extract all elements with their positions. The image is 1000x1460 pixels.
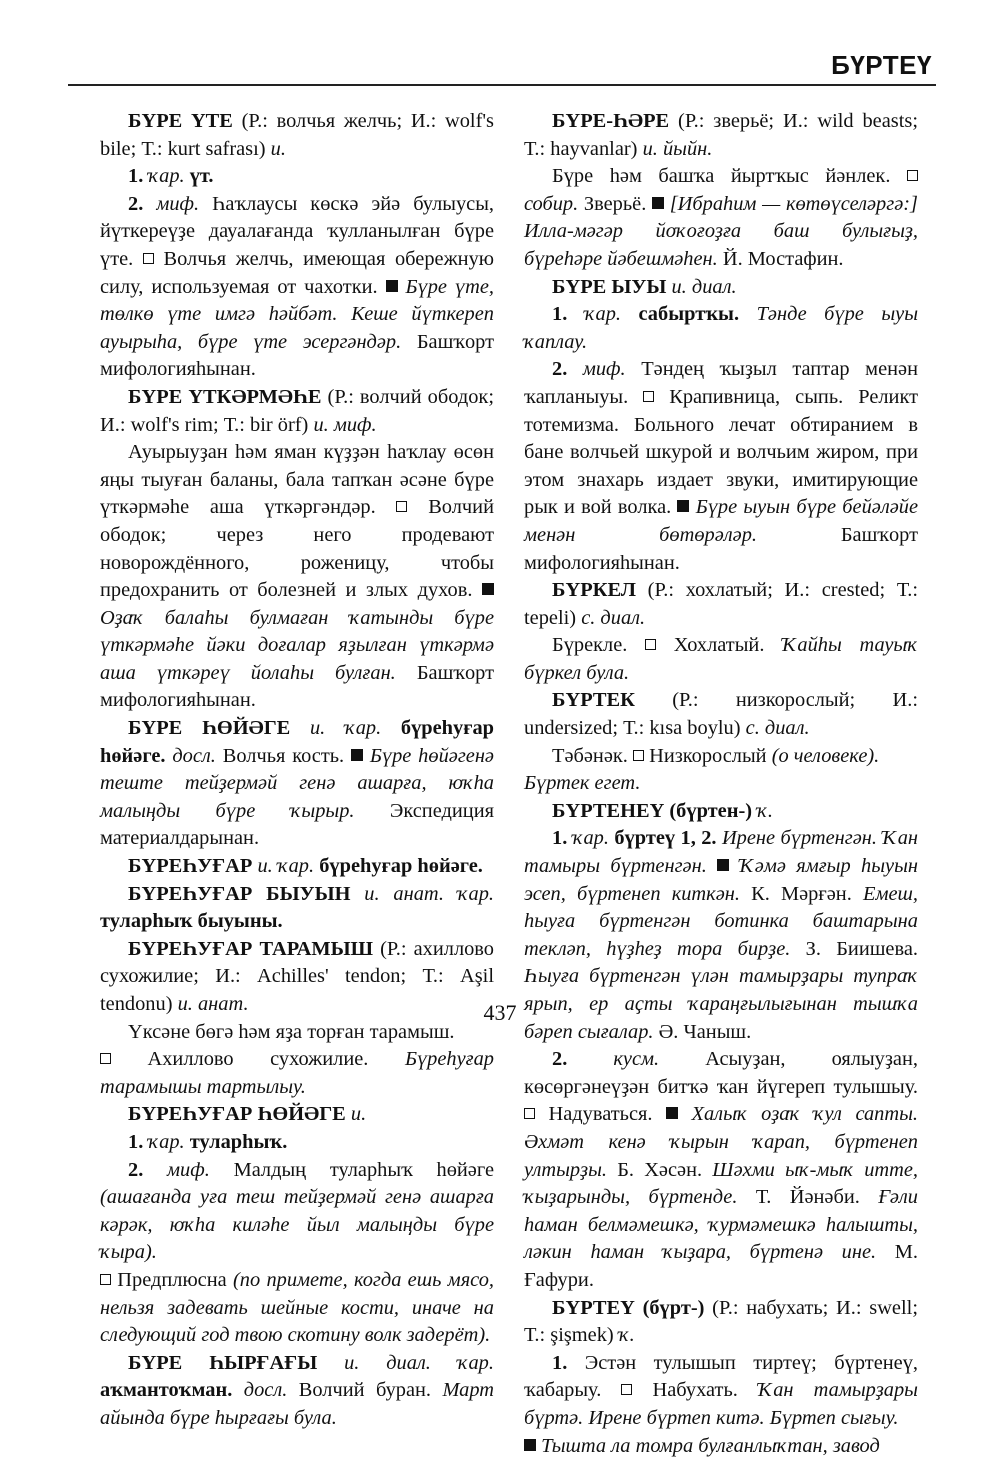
dictionary-entry: [100, 881, 494, 936]
square-outline-icon: [621, 1384, 632, 1395]
definition: Эстән тулышып тиртеү; бүртенеү, ҡабарыу.: [524, 1352, 918, 1402]
square-filled-icon: [677, 500, 689, 512]
translation-note: (по примете, когда ешь мясо, нельзя задевать шейные кости, иначе на следующий год твою скотину волк задерёт).: [100, 1269, 494, 1346]
example: Шәхми ыҡ-мыҡ итте, ҡыҙарынды, бүртенде.: [524, 1159, 918, 1209]
translation: Ахиллово сухожилие.: [111, 1048, 405, 1070]
sense: [524, 632, 918, 687]
example: Ҡайһы тауыҡ бүркел була.: [524, 634, 918, 684]
usage-label: ҡар.: [585, 303, 621, 325]
square-outline-icon: [633, 750, 644, 761]
dictionary-entry: [524, 577, 918, 632]
grammar-label: и. ҡар.: [257, 855, 314, 877]
source: Т. Йәнәби.: [737, 1186, 878, 1208]
sense: [100, 163, 494, 191]
etymology: (Р.: набухать; И.: swell; Т.: şişmek): [524, 1297, 918, 1347]
definition: Һаҡлаусы көскә эйә булыусы, йүткереүҙе дауалағанда ҡулланылған бүре үте.: [100, 193, 494, 270]
headword: БҮРЕ ҮТЕ: [128, 110, 233, 132]
sense: [524, 1350, 918, 1433]
right-column: [524, 108, 918, 1460]
example: Халыҡ оҙаҡ ҡул сапты. Әхмәт кенә ҡырын ҡарап, бүртенеп ултырҙы.: [524, 1103, 918, 1180]
square-filled-icon: [524, 1439, 536, 1451]
definition: Малдың туларһыҡ һөйәге: [210, 1159, 494, 1181]
example: Бүртек егет.: [524, 772, 640, 794]
sense: [100, 1046, 494, 1101]
grammar-label: и. диал. ҡар.: [344, 1352, 494, 1374]
example: Һыуға бүртенгән үлән тамырҙары тупраҡ ярып, ер аҫты ҡараңғылығынан тышҡа бәреп сығалар.: [524, 965, 918, 1042]
translation: Хохлатый.: [656, 634, 782, 656]
example: Тышта ла томра булғанлыҡтан, завод: [536, 1435, 880, 1457]
sense-number: 1.: [552, 827, 573, 849]
sense-number: 1.: [128, 1131, 148, 1153]
usage-label: ҡар.: [148, 165, 184, 187]
sense: [524, 1433, 918, 1460]
headword: БҮРЕҺУҒАР БЫУЫН: [128, 883, 351, 905]
sense: [524, 743, 918, 771]
sense: [524, 770, 918, 798]
definition: Тәндең ҡыҙыл таптар менән ҡапланыуы.: [524, 358, 918, 408]
sense: [100, 439, 494, 715]
sense: [100, 1157, 494, 1267]
source: М. Ғафури.: [524, 1241, 918, 1291]
source: Башҡорт мифологияһынан.: [524, 524, 918, 574]
grammar-label: и.: [271, 138, 286, 160]
cross-reference: бүртеү 1, 2.: [609, 827, 722, 849]
square-outline-icon: [100, 1053, 111, 1064]
square-filled-icon: [717, 859, 729, 871]
sense: [100, 1267, 494, 1350]
usage-label: собир.: [524, 193, 578, 215]
headword: БҮРЕ ҮТКӘРМӘҺЕ: [128, 386, 321, 408]
square-outline-icon: [645, 639, 656, 650]
usage-label: ҡар.: [148, 1131, 184, 1153]
definition: Ауырыуҙан һәм яман күҙҙән һаҡлау өсөн яңы тыуған баланы, бала тапҡан әсәне бүре үткәрмәһе аша үткәргәндәр.: [100, 441, 494, 518]
grammar-label: с. диал.: [581, 607, 645, 629]
translation: Надуваться.: [535, 1103, 666, 1125]
left-column: [100, 108, 494, 1433]
etymology: (Р.: волчий ободок; И.: wolf's rim; Т.: bir örf): [100, 386, 494, 436]
usage-label: ҡар.: [573, 827, 609, 849]
example: Ғәли һаман белмәмешкә, ҡурмәмешкә һалышты, ләкин һаман ҡыҙара, бүртенә ине.: [524, 1186, 918, 1263]
translation: Волчий буран.: [287, 1379, 442, 1401]
example: Ирене бүртенгән. Ҡан тамыры бүртенгән.: [524, 827, 918, 877]
grammar-label: и. ҡар.: [310, 717, 381, 739]
dictionary-entry: [100, 1101, 494, 1129]
example: Ҡәмә ямғыр һыуын эсеп, бүртенеп киткән.: [524, 855, 918, 905]
usage-label: кусм.: [613, 1048, 659, 1070]
cross-reference: үт.: [185, 165, 214, 187]
translation: Волчья желчь, имеющая обережную силу, используемая от чахотки.: [100, 248, 494, 298]
sense-number: 1.: [128, 165, 148, 187]
grammar-label: и. анат.: [178, 993, 249, 1015]
translation: Зверьё.: [578, 193, 652, 215]
translation: Волчий ободок; через него продевают новорождённого, роженицу, чтобы предохранить от болезней и злых духов.: [100, 496, 494, 601]
sense: [524, 301, 918, 356]
example: Оҙаҡ балаһы булмаған ҡатынды бүре үткәрмәһе йәки доғалар яҙылған үткәрмә аша үткәреү йолаһы булған.: [100, 607, 494, 684]
example: Бүре үте, төлкө үте имгә һәйбәт. Кеше йүткереп ауырыһа, бүре үте эсергәндәр.: [100, 276, 494, 353]
headword: БҮРТЕНЕҮ (бүртен-): [552, 800, 752, 822]
translation-note: (о человеке).: [772, 745, 880, 767]
source: К. Мәрғән.: [740, 883, 863, 905]
grammar-label: и.: [351, 1103, 366, 1125]
example: Март айында бүре һырғағы була.: [100, 1379, 494, 1429]
square-filled-icon: [386, 280, 398, 292]
source: Б. Хәсән.: [607, 1159, 712, 1181]
usage-label: досл.: [244, 1379, 288, 1401]
dictionary-entry: [524, 1295, 918, 1350]
headword: БҮРЕҺУҒАР: [128, 855, 252, 877]
cross-reference: бүреһуғар һөйәге.: [314, 855, 483, 877]
grammar-label: с. диал.: [746, 717, 810, 739]
example: Бүре ыуын бүре бейәләйе менән бөтөрәләр.: [524, 496, 918, 546]
translation: Низкорослый: [644, 745, 772, 767]
sense: [524, 356, 918, 577]
headword: БҮРТЕК: [552, 689, 635, 711]
source: Башҡорт мифологияһынан.: [100, 662, 494, 712]
headword: БҮРЕҺУҒАР ТАРАМЫШ: [128, 938, 373, 960]
dictionary-entry: [100, 108, 494, 163]
square-outline-icon: [643, 391, 654, 402]
source: Й. Мостафин.: [718, 248, 844, 270]
translation: Волчья кость.: [216, 745, 351, 767]
grammar-label: и. йыйн.: [643, 138, 713, 160]
dictionary-entry: [100, 1350, 494, 1433]
headword: БҮРЕ-ҺӘРЕ: [552, 110, 669, 132]
grammar-label: ҡ.: [619, 1324, 635, 1346]
source: Башҡорт мифологияһынан.: [100, 331, 494, 381]
sense: [524, 1046, 918, 1294]
example: Тәнде бүре ыуы ҡаплау.: [524, 303, 918, 353]
sense: [100, 1129, 494, 1157]
dictionary-entry: [100, 715, 494, 853]
etymology: (Р.: зверьё; И.: wild beasts; Т.: hayvanlar): [524, 110, 918, 160]
headword: БҮРТЕҮ (бүрт-): [552, 1297, 704, 1319]
definition: Тәбәнәк.: [552, 745, 633, 767]
cross-reference: туларһыҡ.: [185, 1131, 288, 1153]
example: Бүреһуғар тарамышы тартылыу.: [100, 1048, 494, 1098]
definition: Үксәне бөгә һәм яҙа торған тарамыш.: [128, 1021, 455, 1043]
definition: Бүре һәм башҡа йыртҡыс йәнлек.: [552, 165, 907, 187]
etymology: (Р.: ахиллово сухожилие; И.: Achilles' tendon; Т.: Aşil tendonu): [100, 938, 494, 1015]
header-rule: [68, 84, 936, 86]
definition: Бүрекле.: [552, 634, 645, 656]
square-outline-icon: [907, 170, 918, 181]
square-filled-icon: [351, 749, 363, 761]
etymology: (Р.: низкорослый; И.: undersized; Т.: kısa boylu): [524, 689, 918, 739]
sense-number: 2.: [128, 193, 156, 215]
source: Ә. Чаныш.: [653, 1021, 751, 1043]
square-outline-icon: [143, 253, 154, 264]
sense-number: 2.: [552, 1048, 613, 1070]
example: [Ибраһим — көтөүселәргә:] Илла-мәгәр йоҡоғоҙға баш булығыҙ, бүреһәре йәбешмәһен.: [524, 193, 918, 270]
sense: [100, 191, 494, 384]
sense: [524, 163, 918, 273]
translation: Набухать.: [632, 1379, 758, 1401]
sense-number: 1.: [552, 1352, 585, 1374]
dictionary-entry: [100, 384, 494, 439]
sense-number: 2.: [552, 358, 583, 380]
definition: Асыуҙан, оялыуҙан, көсөргәнеүҙән битҡә ҡан йүгереп тулышыу.: [524, 1048, 918, 1098]
usage-label: досл.: [172, 745, 216, 767]
source: З. Биишева.: [790, 938, 918, 960]
etymology: (Р.: хохлатый; И.: crested; Т.: tepeli): [524, 579, 918, 629]
square-filled-icon: [652, 197, 664, 209]
cross-reference: туларһыҡ быуыны.: [100, 910, 283, 932]
dictionary-entry: [524, 274, 918, 302]
sense-number: 2.: [128, 1159, 167, 1181]
grammar-label: ҡ.: [757, 800, 773, 822]
cross-reference: бүреһуғар һөйәге.: [100, 717, 494, 767]
cross-reference: аҡмантоҡман.: [100, 1379, 244, 1401]
dictionary-entry: [524, 687, 918, 742]
usage-label: миф.: [583, 358, 626, 380]
grammar-label: и. миф.: [313, 414, 376, 436]
dictionary-entry: [100, 853, 494, 881]
grammar-label: и. анат. ҡар.: [364, 883, 494, 905]
example: Емеш, һыуға бүртенгән ботинка баштарына текләп, һүҙһеҙ тора бирҙе.: [524, 883, 918, 960]
square-outline-icon: [396, 501, 407, 512]
headword: БҮРКЕЛ: [552, 579, 636, 601]
cross-reference: сабыртҡы.: [621, 303, 757, 325]
page-number: 437: [0, 1000, 1000, 1026]
usage-label: миф.: [167, 1159, 210, 1181]
square-outline-icon: [524, 1108, 535, 1119]
sense-number: 1.: [552, 303, 585, 325]
square-outline-icon: [100, 1274, 111, 1285]
headword: БҮРЕ ҺЫРҒАҒЫ: [128, 1352, 317, 1374]
example: Бүре һөйәгенә теште тейҙермәй генә ашарға, юҡһа малыңды бүре ҡырыр.: [100, 745, 494, 822]
translation: Предплюсна: [111, 1269, 233, 1291]
translation: Крапивница, сыпь. Реликт тотемизма. Больного лечат обтиранием в бане волчьей шкурой и волчьим жиром, при этом знахарь издает звуки, имитирующие рык и вой волка.: [524, 386, 918, 518]
usage-label: миф.: [156, 193, 199, 215]
dictionary-entry: [524, 108, 918, 163]
etymology: (Р.: волчья желчь; И.: wolf's bile; Т.: kurt safrası): [100, 110, 494, 160]
definition-note: (ашағанда уға теш тейҙермәй генә ашарға кәрәк, юҡһа киләһе йыл малыңды бүре ҡыра).: [100, 1186, 494, 1263]
source: Экспедиция материалдарынан.: [100, 800, 494, 850]
grammar-label: и. диал.: [671, 276, 736, 298]
dictionary-entry: [524, 798, 918, 826]
running-head: БҮРТЕҮ: [831, 50, 932, 81]
headword: БҮРЕҺУҒАР ҺӨЙӘГЕ: [128, 1103, 346, 1125]
headword: БҮРЕ ҺӨЙӘГЕ: [128, 717, 290, 739]
square-filled-icon: [666, 1107, 678, 1119]
example: Ҡан тамырҙары бүртә. Иренe бүртеп китә. Бүртеп сығыу.: [524, 1379, 918, 1429]
headword: БҮРЕ ЫУЫ: [552, 276, 666, 298]
square-filled-icon: [482, 583, 494, 595]
